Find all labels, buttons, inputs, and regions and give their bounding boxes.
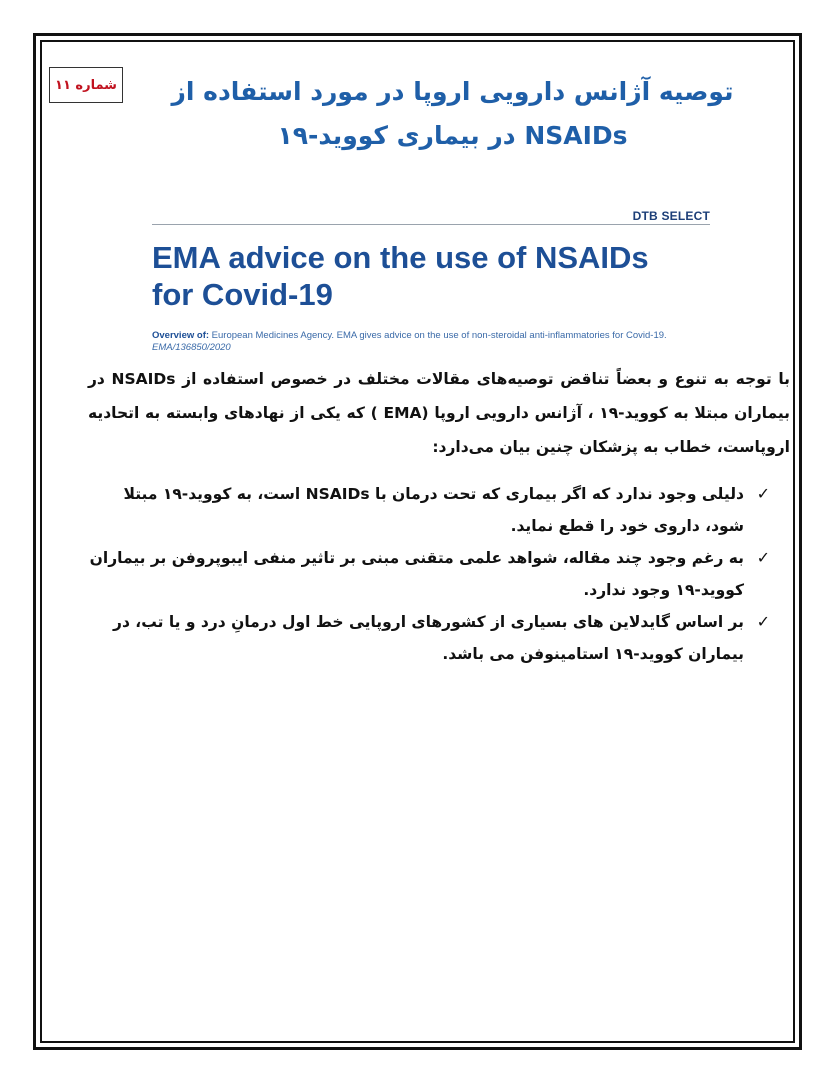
list-item-text: به رغم وجود چند مقاله، شواهد علمی متقنی مبنی بر تاثیر منفی ایبوپروفن بر بیماران کووید-۱۹ وجود ندارد. <box>89 549 744 599</box>
recommendation-list <box>80 478 770 670</box>
list-item <box>80 542 770 606</box>
article-reference: EMA/136850/2020 <box>152 342 231 353</box>
list-item-text: بر اساس گایدلاین های بسیاری از کشورهای اروپایی خط اول درمانِ درد و یا تب، در بیماران کووید-۱۹ استامینوفن می باشد. <box>113 613 744 663</box>
overview-text: European Medicines Agency. EMA gives advice on the use of non-steroidal anti-inflammatories for Covid-19. <box>211 330 667 341</box>
check-mark-icon: ✓ <box>756 484 770 503</box>
page-title: توصیه آژانس دارویی اروپا در مورد استفاده از NSAIDs در بیماری کووید-۱۹ <box>171 77 734 150</box>
article-headline: EMA advice on the use of NSAIDs for Covid-19 <box>152 240 649 312</box>
divider <box>152 224 710 225</box>
issue-number-badge: شماره ۱۱ <box>49 67 123 103</box>
article-clipping <box>152 205 710 355</box>
list-item <box>80 478 770 542</box>
check-mark-icon: ✓ <box>756 612 770 631</box>
intro-paragraph: با توجه به تنوع و بعضاً تناقض توصیه‌های مقالات مختلف در خصوص استفاده از NSAIDs در بیماران مبتلا به کووید-۱۹ ، آژانس دارویی اروپا (EMA ) که یکی از نهادهای وابسته به اتحادیه اروپاست، خطاب به پزشکان چنین بیان می‌دارد: <box>88 370 790 456</box>
list-item-text: دلیلی وجود ندارد که اگر بیماری که تحت درمان با NSAIDs است، به کووید-۱۹ مبتلا شود، داروی خود را قطع نماید. <box>123 485 744 535</box>
article-overview <box>152 330 710 354</box>
section-label: DTB SELECT <box>632 209 710 223</box>
overview-label: Overview of: <box>152 330 210 341</box>
check-mark-icon: ✓ <box>756 548 770 567</box>
list-item <box>80 606 770 670</box>
